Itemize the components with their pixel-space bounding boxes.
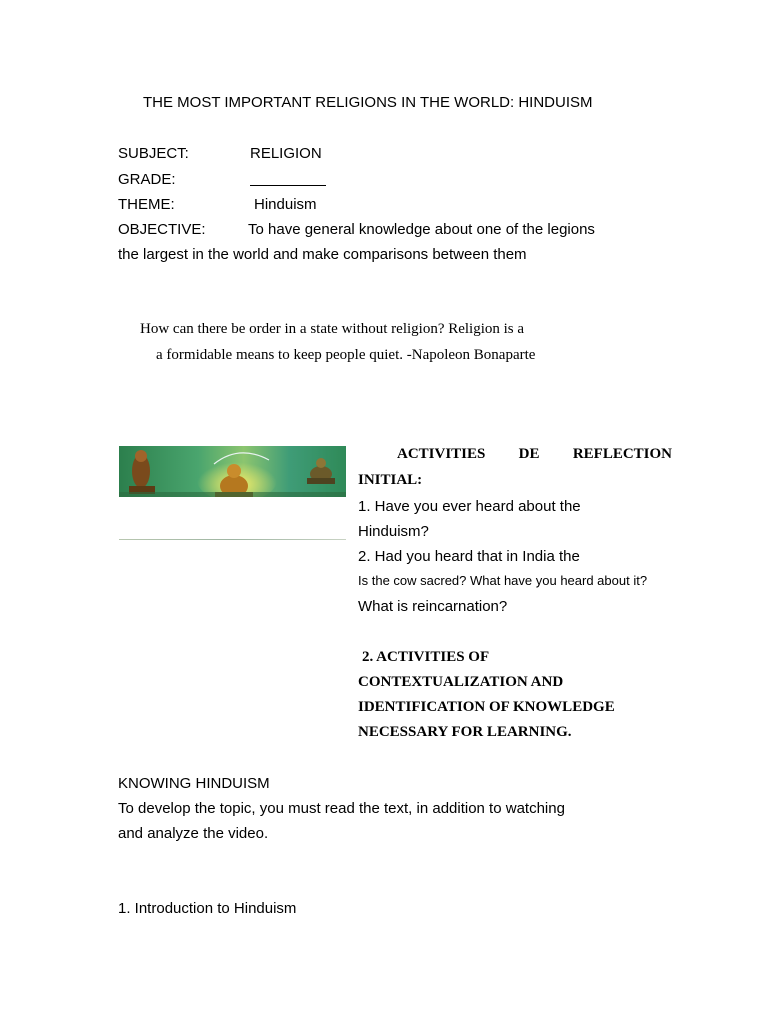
activities-heading-line-2: INITIAL: bbox=[358, 472, 423, 488]
subject-label: SUBJECT: bbox=[118, 145, 189, 162]
section-2-line-1: 2. ACTIVITIES OF bbox=[362, 649, 490, 665]
question-2-line-1: 2. Had you heard that in India the bbox=[358, 548, 580, 565]
banner-illustration bbox=[119, 446, 346, 497]
objective-line-1: To have general knowledge about one of the legions bbox=[248, 221, 595, 238]
subject-value: RELIGION bbox=[250, 145, 322, 162]
section-2-line-4: NECESSARY FOR LEARNING. bbox=[358, 724, 572, 740]
hindu-deities-banner-image bbox=[119, 446, 346, 497]
grade-blank-line bbox=[250, 185, 326, 186]
knowing-line-2: and analyze the video. bbox=[118, 825, 269, 842]
activities-heading-word-3: REFLECTION bbox=[572, 446, 672, 462]
section-2-line-3: IDENTIFICATION OF KNOWLEDGE bbox=[358, 699, 615, 715]
quote-line-2: a formidable means to keep people quiet. -Napoleon Bonaparte bbox=[156, 347, 536, 363]
theme-label: THEME: bbox=[118, 196, 175, 213]
quote-line-1: How can there be order in a state without religion? Religion is a bbox=[140, 321, 525, 337]
activities-heading-word-2: DE bbox=[518, 446, 540, 462]
document-title: THE MOST IMPORTANT RELIGIONS IN THE WORLD: HINDUISM bbox=[143, 94, 593, 111]
intro-heading: 1. Introduction to Hinduism bbox=[118, 900, 297, 917]
section-2-line-2: CONTEXTUALIZATION AND bbox=[358, 674, 564, 690]
activities-heading-word-1: ACTIVITIES bbox=[397, 446, 486, 462]
banner-divider bbox=[119, 539, 346, 540]
grade-label: GRADE: bbox=[118, 171, 176, 188]
knowing-heading: KNOWING HINDUISM bbox=[118, 775, 270, 792]
knowing-line-1: To develop the topic, you must read the text, in addition to watching bbox=[118, 800, 565, 817]
objective-label: OBJECTIVE: bbox=[118, 221, 206, 238]
question-1-line-2: Hinduism? bbox=[358, 523, 429, 540]
question-1-line-1: 1. Have you ever heard about the bbox=[358, 498, 581, 515]
objective-line-2: the largest in the world and make comparisons between them bbox=[118, 246, 527, 263]
theme-value: Hinduism bbox=[254, 196, 317, 213]
activities-heading bbox=[358, 446, 672, 463]
question-3: What is reincarnation? bbox=[358, 598, 508, 615]
question-2-line-2: Is the cow sacred? What have you heard about it? bbox=[358, 573, 648, 588]
